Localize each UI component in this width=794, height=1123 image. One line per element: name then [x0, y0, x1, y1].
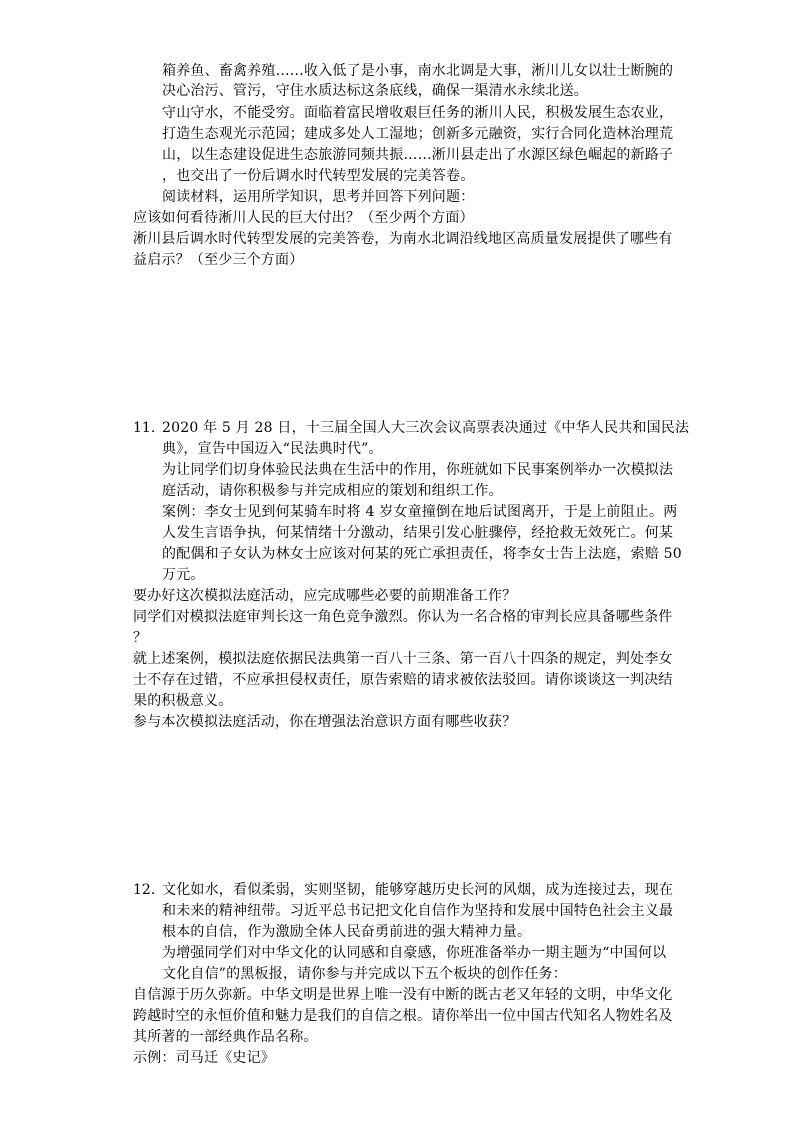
case-line: 案例：李女士见到何某骑车时将 4 岁女童撞倒在地后试图离开，于是上前阻止。两 — [162, 504, 678, 520]
sub-question: 果的积极意义。 — [133, 693, 233, 709]
case-line: 的配偶和子女认为林女士应该对何某的死亡承担责任，将李女士告上法庭，索赔 50 — [162, 546, 682, 562]
material-line: 决心治污、管污，守住水质达标这条底线，确保一渠清水永续北送。 — [162, 83, 588, 99]
stem-line: 文化自信”的黑板报，请你参与并完成以下五个板块的创作任务： — [162, 966, 567, 982]
sub-question: 应该如何看待淅川人民的巨大付出？（至少两个方面） — [133, 210, 474, 226]
question-number: 12. — [133, 882, 156, 898]
material-line: 箱养鱼、畜禽养殖……收入低了是小事，南水北调是大事，淅川儿女以壮士断腕的 — [162, 63, 674, 79]
stem-line: 为增强同学们对中华文化的认同感和自豪感，你班准备举办一期主题为“中国何以 — [162, 945, 667, 961]
sub-question: 跨越时空的永恒价值和魅力是我们的自信之根。请你举出一位中国古代知名人物姓名及 — [133, 1008, 673, 1024]
question-number: 11. — [133, 420, 156, 436]
stem-line: 为让同学们切身体验民法典在生活中的作用，你班就如下民事案例举办一次模拟法 — [162, 462, 674, 478]
sub-question: 淅川县后调水时代转型发展的完美答卷，为南水北调沿线地区高质量发展提供了哪些有 — [133, 231, 673, 247]
material-line: 打造生态观光示范园；建成多处人工湿地；创新多元融资，实行合同化造林治理荒 — [162, 126, 674, 142]
stem-line: 和未来的精神纽带。习近平总书记把文化自信作为坚持和发展中国特色社会主义最 — [162, 903, 674, 919]
stem-line: 庭活动，请你积极参与并完成相应的策划和组织工作。 — [162, 483, 503, 499]
sub-question: 就上述案例，模拟法庭依据民法典第一百八十三条、第一百八十四条的规定，判处李女 — [133, 651, 673, 667]
case-line: 人发生言语争执，何某情绪十分激动，结果引发心脏骤停，经抢救无效死亡。何某 — [162, 525, 674, 541]
sub-question: 士不存在过错，不应承担侵权责任，原告索赔的请求被依法驳回。请你谈谈这一判决结 — [133, 672, 673, 688]
stem-line: 文化如水，看似柔弱，实则坚韧，能够穿越历史长河的风烟，成为连接过去，现在 — [162, 882, 674, 898]
sub-question: 要办好这次模拟法庭活动，应完成哪些必要的前期准备工作？ — [133, 588, 517, 604]
sub-question: 同学们对模拟法庭审判长这一角色竞争激烈。你认为一名合格的审判长应具备哪些条件 — [133, 609, 673, 625]
case-line: 万元。 — [162, 567, 205, 583]
sub-question: ？ — [133, 630, 148, 646]
material-line: 守山守水，不能受穷。面临着富民增收艰巨任务的淅川人民，积极发展生态农业， — [162, 105, 674, 121]
sub-question: 自信源于历久弥新。中华文明是世界上唯一没有中断的既古老又年轻的文明，中华文化 — [133, 987, 673, 1003]
material-line: 山，以生态建设促进生态旅游同频共振……淅川县走出了水源区绿色崛起的新路子 — [162, 147, 674, 163]
sub-question: 参与本次模拟法庭活动，你在增强法治意识方面有哪些收获？ — [133, 714, 517, 730]
stem-line: 典》，宣告中国迈入“民法典时代”。 — [162, 441, 383, 457]
instruction-line: 阅读材料，运用所学知识，思考并回答下列问题： — [162, 189, 475, 205]
stem-line: 根本的自信，作为激励全体人民奋勇前进的强大精神力量。 — [162, 924, 532, 940]
material-line: ，也交出了一份后调水时代转型发展的完美答卷。 — [162, 168, 475, 184]
stem-line: 2020 年 5 月 28 日，十三届全国人大三次会议高票表决通过《中华人民共和国民法 — [162, 420, 690, 436]
example-line: 示例：司马迁《史记》 — [133, 1050, 275, 1066]
sub-question: 其所著的一部经典作品名称。 — [133, 1029, 318, 1045]
sub-question: 益启示？（至少三个方面） — [133, 252, 304, 268]
